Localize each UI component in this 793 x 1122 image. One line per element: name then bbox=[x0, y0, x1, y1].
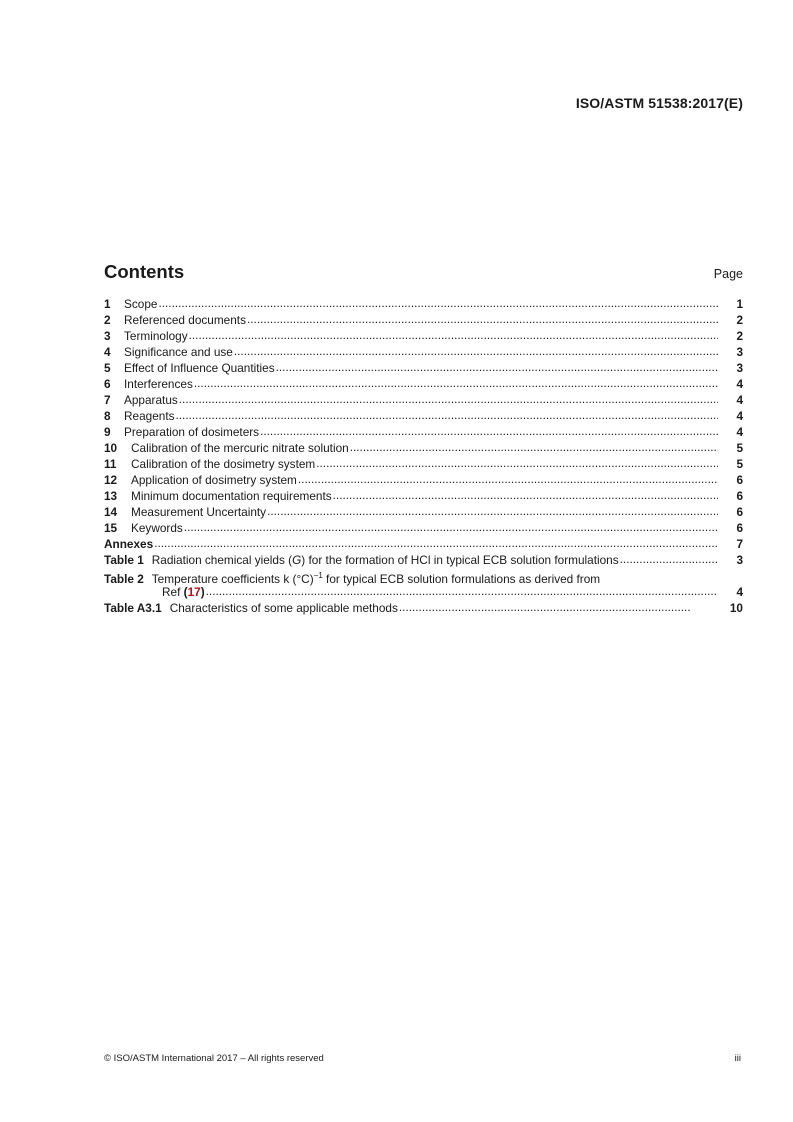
toc-entry[interactable] bbox=[104, 408, 743, 424]
table-label: Table 2 bbox=[104, 571, 144, 586]
toc-entry-page: 4 bbox=[736, 585, 743, 599]
toc-entry-page: 2 bbox=[736, 313, 743, 327]
page-column-heading: Page bbox=[713, 267, 743, 281]
toc-entry-page: 2 bbox=[736, 329, 743, 343]
toc-entry-title: Preparation of dosimeters bbox=[124, 425, 260, 439]
toc-entry-title: Calibration of the mercuric nitrate solution bbox=[131, 441, 349, 455]
toc-entry-title: Scope bbox=[124, 297, 158, 311]
toc-leader bbox=[154, 535, 718, 551]
toc-entry-number: 4 bbox=[104, 345, 111, 359]
toc-entry-page: 3 bbox=[736, 553, 743, 567]
toc-entry-page: 10 bbox=[729, 601, 743, 615]
toc-entry-title: Annexes bbox=[104, 537, 154, 551]
toc-leader bbox=[316, 455, 718, 471]
toc-entry[interactable] bbox=[104, 520, 743, 536]
toc-entry[interactable] bbox=[104, 456, 743, 472]
toc-entry[interactable] bbox=[104, 360, 743, 376]
toc-entry-number: 10 bbox=[104, 441, 118, 455]
toc-entry[interactable] bbox=[104, 344, 743, 360]
toc-entry-ref: Ref (17) bbox=[162, 585, 205, 599]
toc-entry-page: 6 bbox=[736, 521, 743, 535]
toc-entry-page: 5 bbox=[736, 457, 743, 471]
toc-entry[interactable] bbox=[104, 376, 743, 392]
toc-entry[interactable] bbox=[104, 296, 743, 312]
toc-entry-page: 4 bbox=[736, 409, 743, 423]
toc-entry-number: 8 bbox=[104, 409, 111, 423]
toc-leader bbox=[350, 439, 718, 455]
toc-entry-number: 11 bbox=[104, 457, 117, 471]
toc-leader bbox=[158, 295, 718, 311]
toc-entry-number: 14 bbox=[104, 505, 118, 519]
toc-entry-number: 7 bbox=[104, 393, 111, 407]
toc-leader bbox=[399, 599, 691, 615]
contents-title: Contents bbox=[104, 261, 185, 282]
toc-entry-number: 2 bbox=[104, 313, 111, 327]
toc-entry-title: Reagents bbox=[124, 409, 175, 423]
toc-leader bbox=[234, 343, 718, 359]
toc-entry-title: Calibration of the dosimetry system bbox=[131, 457, 316, 471]
toc-leader bbox=[184, 519, 718, 535]
toc-entry-title: Interferences bbox=[124, 377, 193, 391]
toc-entry[interactable] bbox=[104, 488, 743, 504]
toc-entry[interactable] bbox=[104, 424, 743, 440]
toc-leader bbox=[267, 503, 718, 519]
toc-entry-number: 6 bbox=[104, 377, 111, 391]
toc-leader bbox=[247, 311, 718, 327]
toc-entry-title: Temperature coefficients k $(^\circ C)^{-1}$ for typical ECB solution formulations as derived from bbox=[151, 571, 601, 586]
toc-entry-title: Effect of Influence Quantities bbox=[124, 361, 275, 375]
toc-entry-page: 7 bbox=[736, 537, 743, 551]
table-label: Table A3.1 bbox=[104, 601, 162, 615]
toc-entry-number: 5 bbox=[104, 361, 111, 375]
footer-page-number: iii bbox=[734, 1053, 741, 1064]
toc-entry-number: 9 bbox=[104, 425, 111, 439]
toc-entry-page: 3 bbox=[736, 361, 743, 375]
toc-entry-table-2-line1[interactable] bbox=[104, 568, 743, 584]
toc-entry-title: Keywords bbox=[131, 521, 183, 535]
toc-entry[interactable] bbox=[104, 392, 743, 408]
toc-leader bbox=[179, 391, 718, 407]
toc-leader bbox=[620, 551, 718, 567]
toc-entry[interactable] bbox=[104, 440, 743, 456]
copyright-notice: © ISO/ASTM International 2017 – All rights reserved bbox=[104, 1053, 324, 1064]
toc-entry-page: 3 bbox=[736, 345, 743, 359]
toc-leader bbox=[194, 375, 718, 391]
toc-entry-number: 15 bbox=[104, 521, 118, 535]
toc-leader bbox=[260, 423, 718, 439]
toc-leader bbox=[176, 407, 719, 423]
toc-entry-title: Referenced documents bbox=[124, 313, 246, 327]
toc-leader bbox=[298, 471, 718, 487]
toc-entry-page: 1 bbox=[736, 297, 743, 311]
toc-entries bbox=[104, 296, 743, 536]
toc-leader bbox=[333, 487, 718, 503]
toc-entry[interactable] bbox=[104, 312, 743, 328]
table-of-contents bbox=[104, 296, 743, 616]
toc-entry-number: 13 bbox=[104, 489, 118, 503]
toc-leader bbox=[276, 359, 718, 375]
toc-entry-page: 4 bbox=[736, 393, 743, 407]
toc-entry-title: Characteristics of some applicable methods bbox=[169, 601, 398, 615]
toc-entry-title: Terminology bbox=[124, 329, 188, 343]
toc-entry-title: Measurement Uncertainty bbox=[131, 505, 267, 519]
toc-entry-number: 3 bbox=[104, 329, 111, 343]
toc-entry-page: 4 bbox=[736, 377, 743, 391]
toc-entry[interactable] bbox=[104, 472, 743, 488]
toc-entry[interactable] bbox=[104, 504, 743, 520]
table-label: Table 1 bbox=[104, 553, 144, 567]
toc-entry-title: Radiation chemical yields (G) for the formation of HCl in typical ECB solution formulations bbox=[151, 553, 619, 567]
toc-entry[interactable] bbox=[104, 328, 743, 344]
toc-entry-page: 5 bbox=[736, 441, 743, 455]
toc-leader bbox=[206, 583, 718, 599]
toc-entry-number: 1 bbox=[104, 297, 111, 311]
toc-entry-title: Application of dosimetry system bbox=[131, 473, 297, 487]
document-id: ISO/ASTM 51538:2017(E) bbox=[575, 95, 743, 111]
reference-link[interactable]: 17 bbox=[187, 585, 201, 599]
toc-entry-page: 6 bbox=[736, 505, 743, 519]
toc-entry-title: Minimum documentation requirements bbox=[131, 489, 332, 503]
toc-entry-page: 6 bbox=[736, 473, 743, 487]
toc-entry-annexes[interactable] bbox=[104, 536, 743, 552]
toc-leader bbox=[189, 327, 718, 343]
toc-entry-page: 6 bbox=[736, 489, 743, 503]
toc-entry-table-a3-1[interactable] bbox=[104, 600, 743, 616]
toc-entry-number: 12 bbox=[104, 473, 118, 487]
toc-entry-page: 4 bbox=[736, 425, 743, 439]
toc-entry-title: Significance and use bbox=[124, 345, 233, 359]
toc-entry-title: Apparatus bbox=[124, 393, 178, 407]
toc-entry-table-2-line2[interactable] bbox=[104, 584, 743, 600]
toc-entry-table-1[interactable] bbox=[104, 552, 743, 568]
